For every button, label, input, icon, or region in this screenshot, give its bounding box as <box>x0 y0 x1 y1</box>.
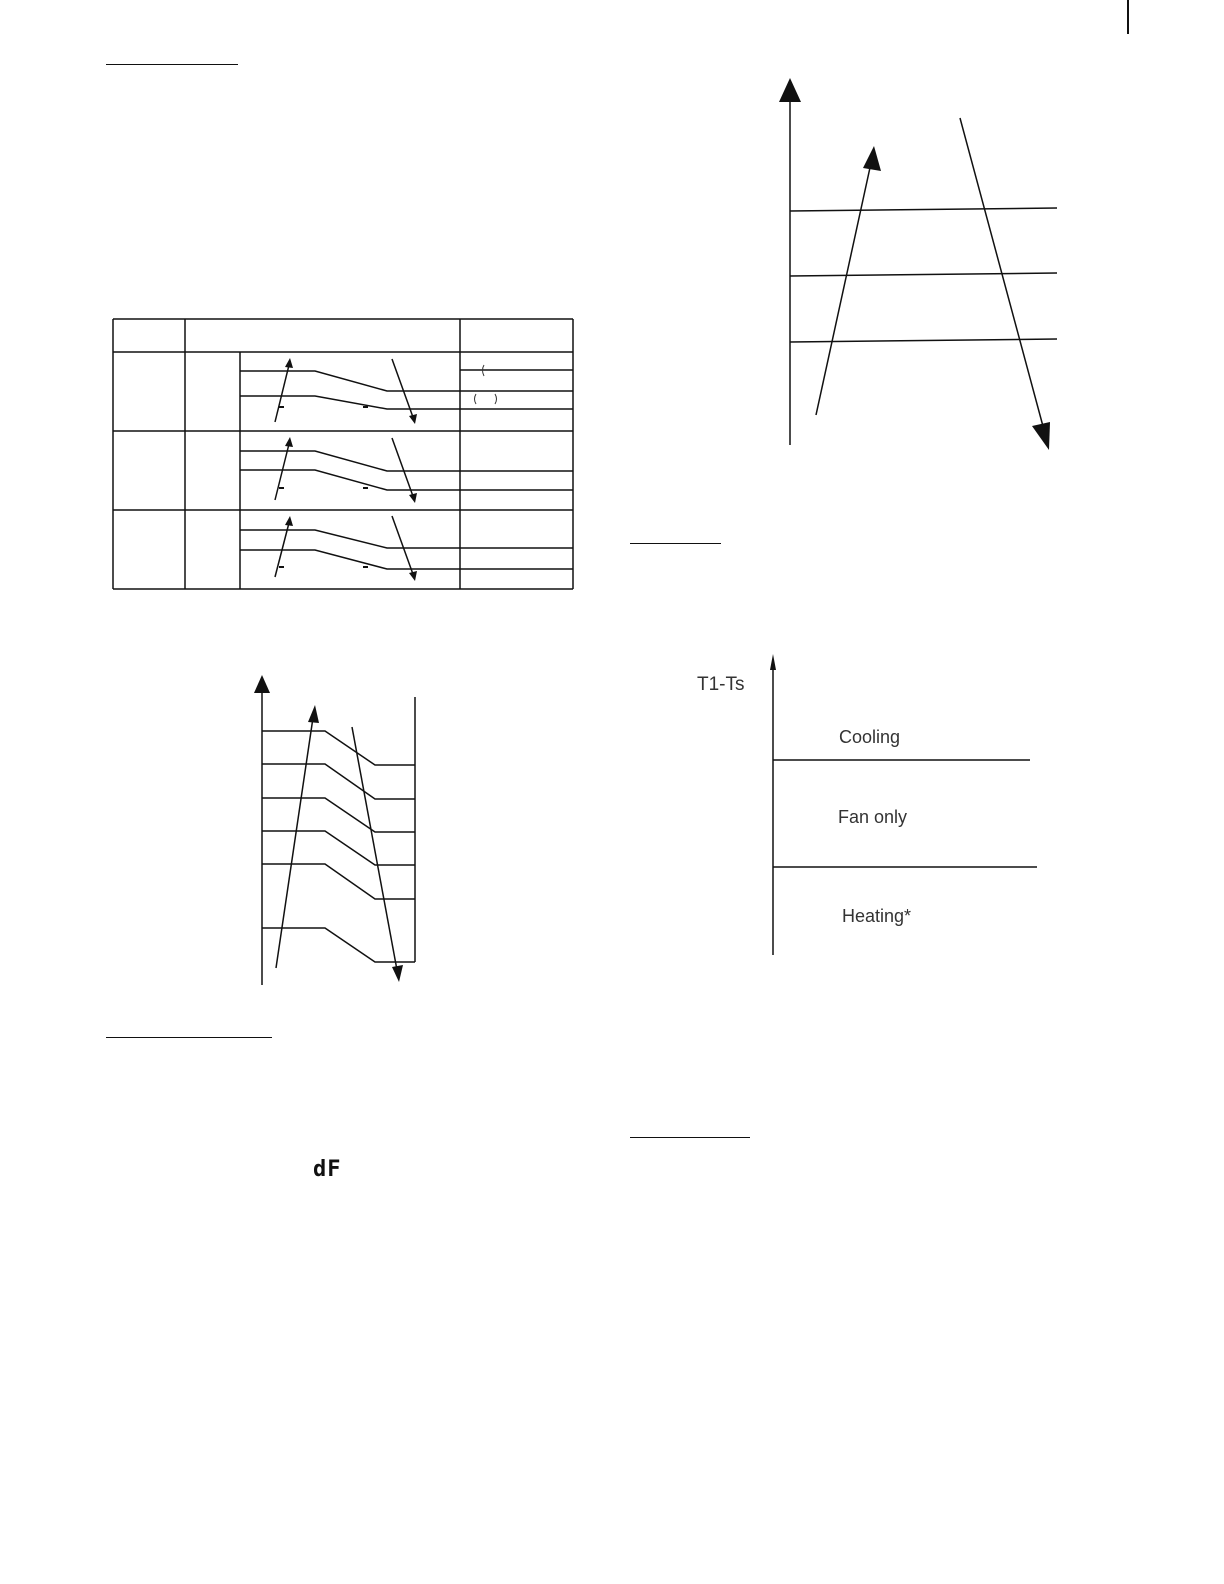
zone-label-heating: Heating* <box>842 906 912 926</box>
fan-speed-table <box>100 310 580 600</box>
zone-label-cooling: Cooling <box>839 727 901 747</box>
fan-speed-step-diagram <box>240 665 440 1005</box>
section-underline-4 <box>630 1137 750 1138</box>
temperature-crossing-diagram <box>770 70 1070 470</box>
zone-label-fan-only: Fan only <box>838 807 908 827</box>
section-underline-1 <box>106 64 238 65</box>
defrost-display-code: dF <box>313 1157 342 1182</box>
page-edge-rule <box>1127 0 1129 34</box>
section-underline-3 <box>106 1037 272 1038</box>
axis-label: T1-Ts <box>697 674 745 695</box>
section-underline-2 <box>630 543 721 544</box>
